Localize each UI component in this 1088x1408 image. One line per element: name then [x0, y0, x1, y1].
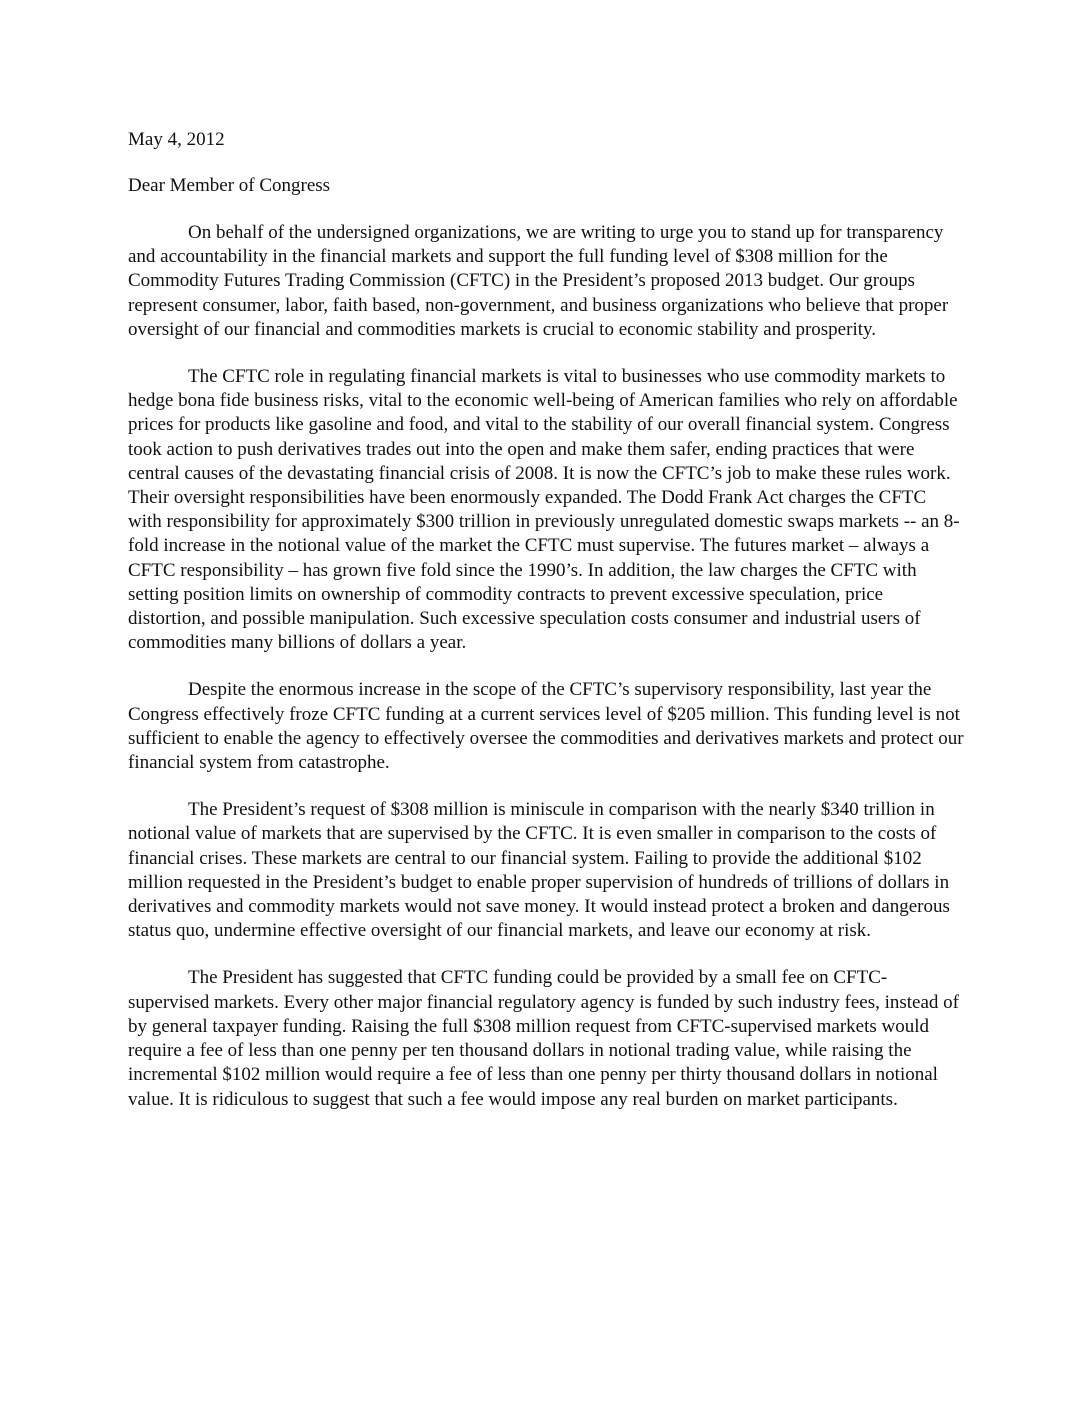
letter-salutation: Dear Member of Congress — [128, 175, 331, 196]
paragraph-cftc-role: The CFTC role in regulating financial markets is vital to businesses who use commodity markets to hedge bona fide business risks, vital to the economic well-being of American families who rely on affordable prices for products like gasoline and food, and vital to the stability of our overall financial system. Congress took action to push derivatives trades out into the open and make them safer, ending practices that were central causes of the devastating financial crisis of 2008. It is now the CFTC’s job to make these rules work. Their oversight responsibilities have been enormously expanded. The Dodd Frank Act charges the CFTC with responsibility for approximately $300 trillion in previously unregulated domestic swaps markets -- an 8-fold increase in the notional value of the market the CFTC must supervise. The futures market – always a CFTC responsibility – has grown five fold since the 1990’s. In addition, the law charges the CFTC with setting position limits on ownership of commodity contracts to prevent excessive speculation, price distortion, and possible manipulation. Such excessive speculation costs consumer and industrial users of commodities many billions of dollars a year. — [128, 366, 960, 654]
paragraph-market-fee: The President has suggested that CFTC funding could be provided by a small fee on CFTC-supervised markets. Every other major financial regulatory agency is funded by such industry fees, instead of by general taxpayer funding. Raising the full $308 million request from CFTC-supervised markets would require a fee of less than one penny per ten thousand dollars in notional trading value, while raising the incremental $102 million would require a fee of less than one penny per thirty thousand dollars in notional value. It is ridiculous to suggest that such a fee would impose any real burden on market participants. — [128, 967, 959, 1110]
paragraph-funding-freeze: Despite the enormous increase in the scope of the CFTC’s supervisory responsibility, last year the Congress effectively froze CFTC funding at a current services level of $205 million. This funding level is not sufficient to enable the agency to effectively oversee the commodities and derivatives markets and protect our financial system from catastrophe. — [128, 679, 964, 774]
letter-body — [128, 221, 964, 1135]
paragraph-funding-request: On behalf of the undersigned organizations, we are writing to urge you to stand up for transparency and accountability in the financial markets and support the full funding level of $308 million for the Commodity Futures Trading Commission (CFTC) in the President’s proposed 2013 budget. Our groups represent consumer, labor, faith based, non-government, and business organizations who believe that proper oversight of our financial and commodities markets is crucial to economic stability and prosperity. — [128, 222, 949, 340]
paragraph-budget-request: The President’s request of $308 million is miniscule in comparison with the nearly $340 trillion in notional value of markets that are supervised by the CFTC. It is even smaller in comparison to the costs of financial crises. These markets are central to our financial system. Failing to provide the additional $102 million requested in the President’s budget to enable proper supervision of hundreds of trillions of dollars in derivatives and commodity markets would not save money. It would instead protect a broken and dangerous status quo, undermine effective oversight of our financial markets, and leave our economy at risk. — [128, 799, 950, 942]
letter-date: May 4, 2012 — [128, 129, 225, 150]
